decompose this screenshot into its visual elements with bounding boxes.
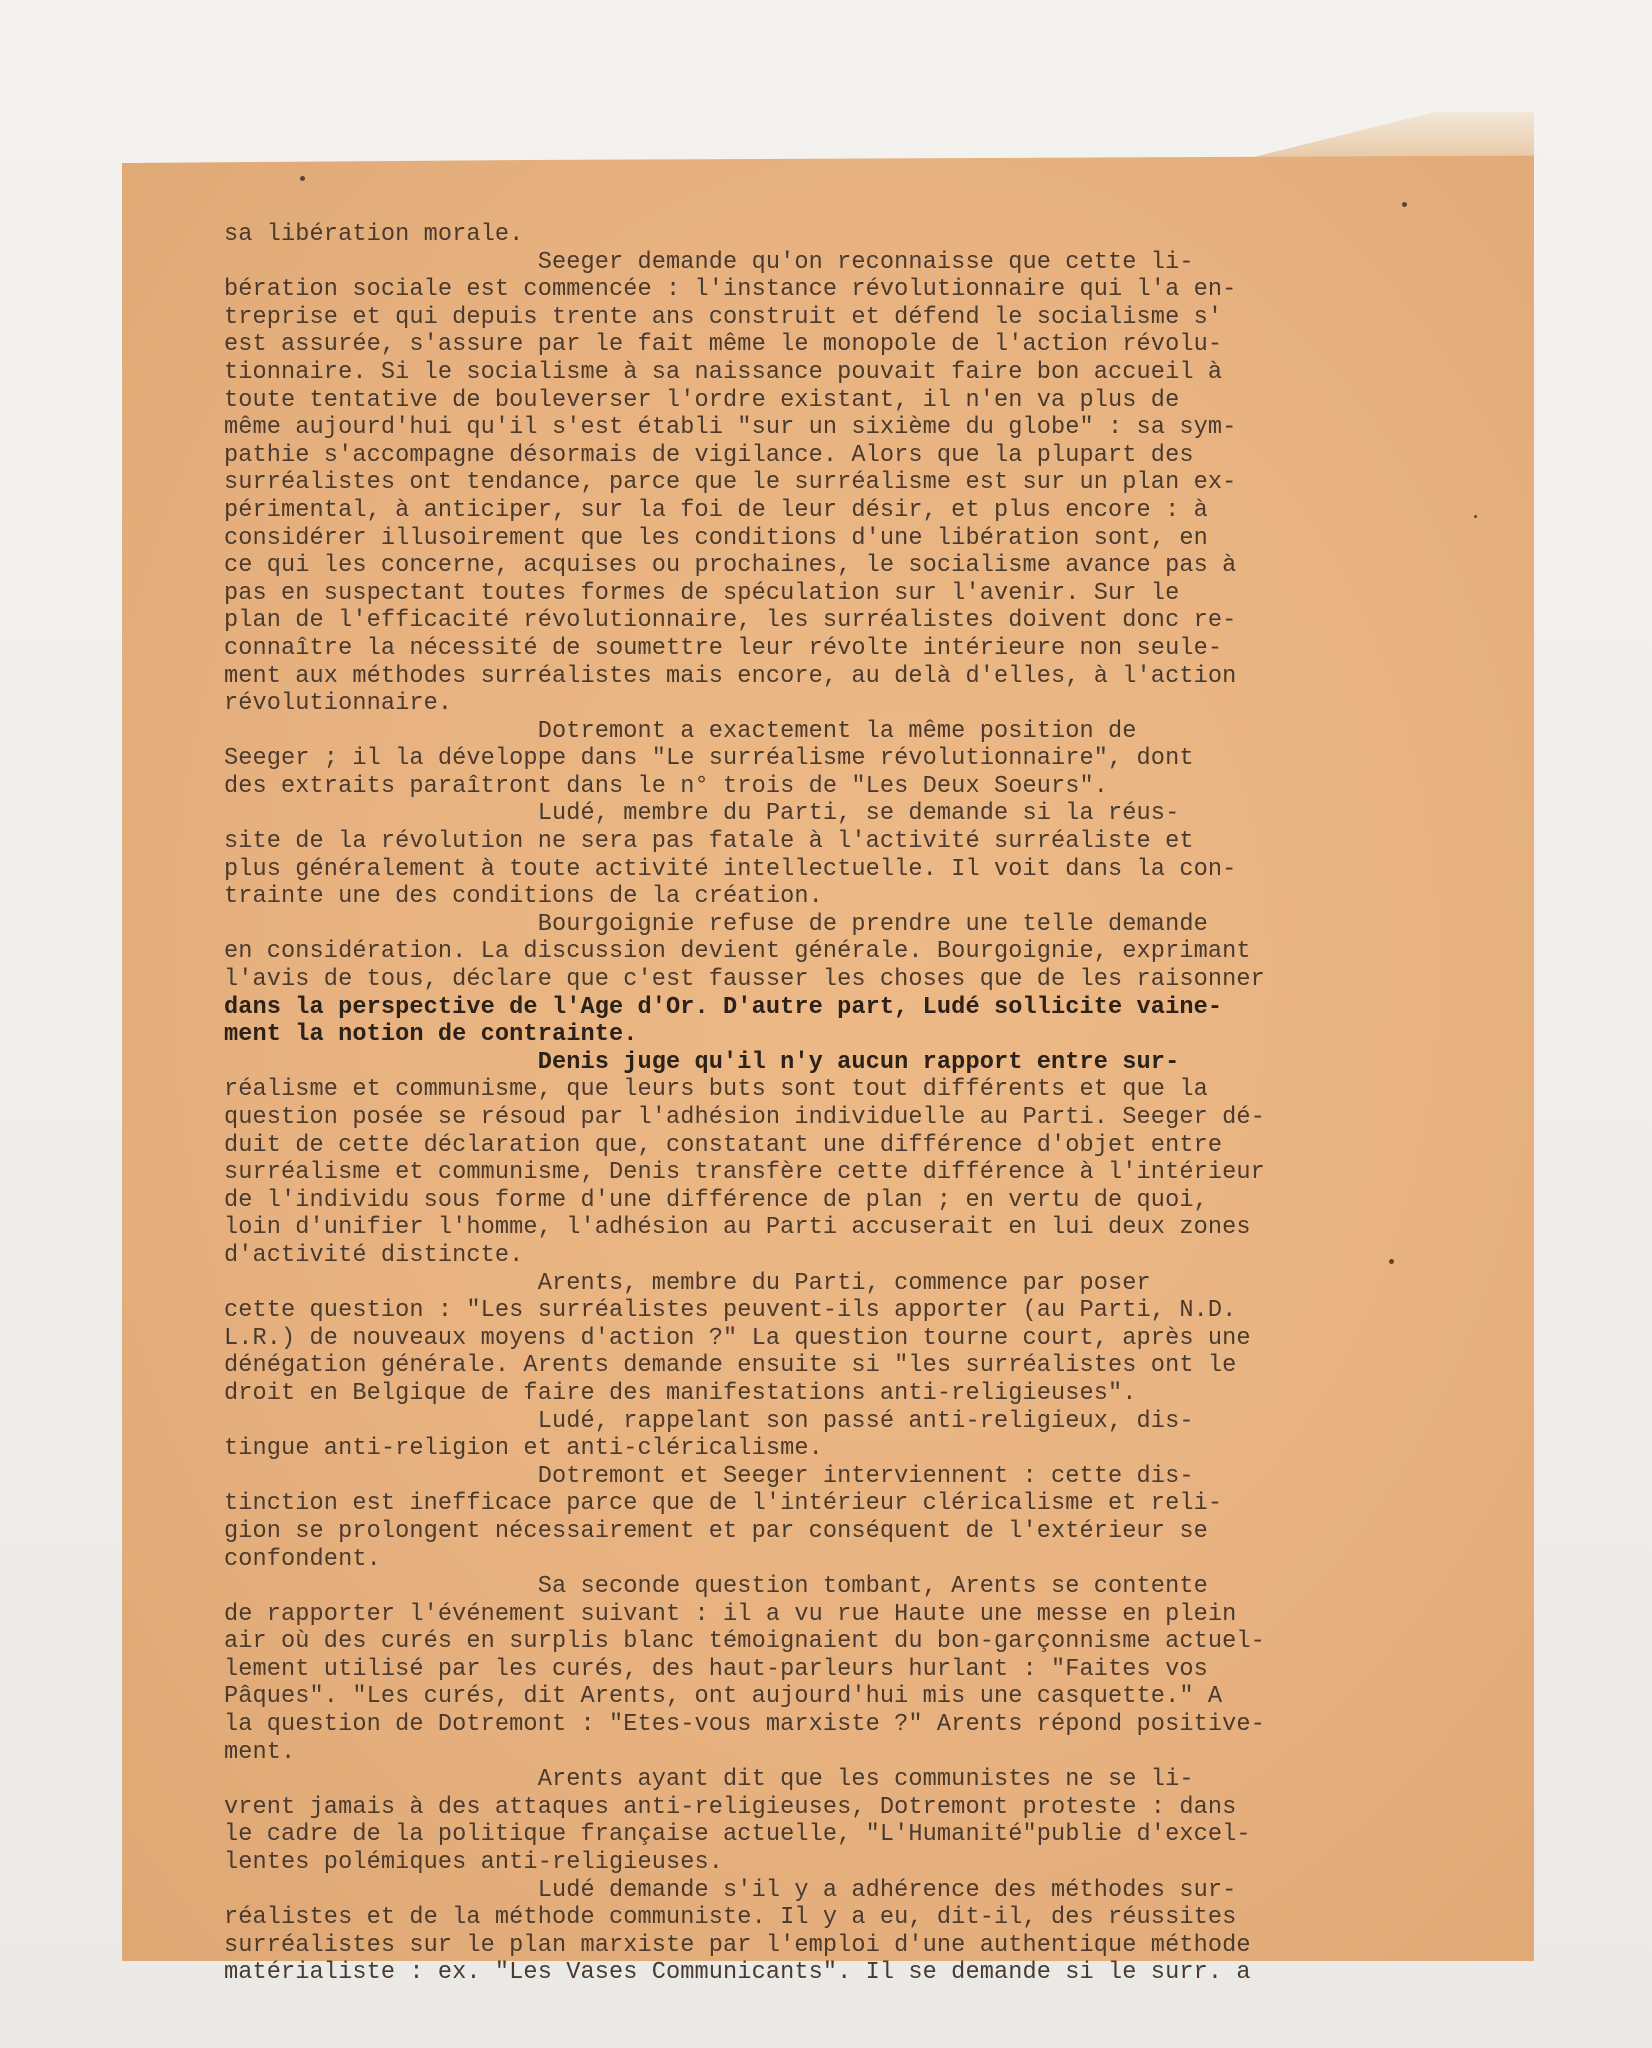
paragraph	[224, 1573, 1434, 1766]
text-line: dénégation générale. Arents demande ensuite si "les surréalistes ont le	[224, 1352, 1237, 1380]
text-line: surréalisme et communisme, Denis transfère cette différence à l'intérieur	[224, 1159, 1265, 1187]
text-line: bération sociale est commencée : l'instance révolutionnaire qui l'a en-	[224, 276, 1237, 304]
paragraph	[224, 1270, 1434, 1408]
paragraph	[224, 1877, 1434, 1987]
text-line: Seeger demande qu'on reconnaisse que cette li-	[224, 248, 1194, 276]
folded-paper-corner	[1250, 112, 1534, 158]
text-line: périmental, à anticiper, sur la foi de leur désir, et plus encore : à	[224, 496, 1208, 524]
text-line: dans la perspective de l'Age d'Or. D'autre part, Ludé sollicite vaine-	[224, 993, 1223, 1021]
document-body	[224, 221, 1434, 1987]
text-line: site de la révolution ne sera pas fatale à l'activité surréaliste et	[224, 828, 1194, 856]
text-line: confondent.	[224, 1545, 381, 1573]
text-line: considérer illusoirement que les conditions d'une libération sont, en	[224, 524, 1208, 552]
paragraph	[224, 1049, 1434, 1270]
text-line: toute tentative de bouleverser l'ordre existant, il n'en va plus de	[224, 386, 1180, 414]
text-line: treprise et qui depuis trente ans construit et défend le socialisme s'	[224, 303, 1223, 331]
paragraph	[224, 1766, 1434, 1876]
text-line: Dotremont et Seeger interviennent : cette dis-	[224, 1462, 1194, 1490]
paragraph	[224, 800, 1434, 910]
text-line: pathie s'accompagne désormais de vigilance. Alors que la plupart des	[224, 441, 1194, 469]
text-line: plan de l'efficacité révolutionnaire, les surréalistes doivent donc re-	[224, 607, 1237, 635]
text-line: L.R.) de nouveaux moyens d'action ?" La question tourne court, après une	[224, 1324, 1251, 1352]
text-line: de l'individu sous forme d'une différence de plan ; en vertu de quoi,	[224, 1186, 1208, 1214]
text-line: ment.	[224, 1738, 296, 1766]
paper-speck	[300, 176, 305, 181]
paragraph	[224, 1463, 1434, 1573]
text-line: connaître la nécessité de soumettre leur révolte intérieure non seule-	[224, 634, 1223, 662]
text-line: d'activité distincte.	[224, 1241, 524, 1269]
text-line: droit en Belgique de faire des manifestations anti-religieuses".	[224, 1379, 1137, 1407]
text-line: cette question : "Les surréalistes peuvent-ils apporter (au Parti, N.D.	[224, 1297, 1237, 1325]
text-line: tingue anti-religion et anti-cléricalisme.	[224, 1435, 823, 1463]
text-line: réalisme et communisme, que leurs buts sont tout différents et que la	[224, 1076, 1208, 1104]
text-line: tinction est inefficace parce que de l'intérieur cléricalisme et reli-	[224, 1490, 1223, 1518]
text-line: ment la notion de contrainte.	[224, 1021, 638, 1049]
text-line: la question de Dotremont : "Etes-vous marxiste ?" Arents répond positive-	[224, 1711, 1265, 1739]
paper-speck	[1474, 515, 1477, 518]
text-line: tionnaire. Si le socialisme à sa naissance pouvait faire bon accueil à	[224, 358, 1223, 386]
text-line: surréalistes ont tendance, parce que le surréalisme est sur un plan ex-	[224, 469, 1237, 497]
text-line: réalistes et de la méthode communiste. Il y a eu, dit-il, des réussites	[224, 1904, 1237, 1932]
text-line: Denis juge qu'il n'y aucun rapport entre sur-	[224, 1048, 1180, 1076]
text-line: même aujourd'hui qu'il s'est établi "sur un sixième du globe" : sa sym-	[224, 414, 1237, 442]
text-line: Pâques". "Les curés, dit Arents, ont aujourd'hui mis une casquette." A	[224, 1683, 1223, 1711]
text-line: est assurée, s'assure par le fait même le monopole de l'action révolu-	[224, 331, 1223, 359]
paragraph	[224, 1408, 1434, 1463]
text-line: ment aux méthodes surréalistes mais encore, au delà d'elles, à l'action	[224, 662, 1237, 690]
text-line: en considération. La discussion devient générale. Bourgoignie, exprimant	[224, 938, 1251, 966]
text-line: de rapporter l'événement suivant : il a vu rue Haute une messe en plein	[224, 1600, 1237, 1628]
text-line: plus généralement à toute activité intellectuelle. Il voit dans la con-	[224, 855, 1237, 883]
text-line: Bourgoignie refuse de prendre une telle demande	[224, 910, 1208, 938]
text-line: Ludé, membre du Parti, se demande si la réus-	[224, 800, 1180, 828]
text-line: loin d'unifier l'homme, l'adhésion au Parti accuserait en lui deux zones	[224, 1214, 1251, 1242]
text-line: Dotremont a exactement la même position de	[224, 717, 1137, 745]
text-line: lentes polémiques anti-religieuses.	[224, 1849, 724, 1877]
text-line: Arents ayant dit que les communistes ne se li-	[224, 1766, 1194, 1794]
paragraph	[224, 221, 1434, 249]
text-line: trainte une des conditions de la création.	[224, 883, 823, 911]
text-line: des extraits paraîtront dans le n° trois de "Les Deux Soeurs".	[224, 772, 1109, 800]
paragraph	[224, 718, 1434, 801]
text-line: question posée se résoud par l'adhésion individuelle au Parti. Seeger dé-	[224, 1104, 1265, 1131]
text-line: l'avis de tous, déclare que c'est fausser les choses que de les raisonner	[224, 966, 1265, 994]
text-line: ce qui les concerne, acquises ou prochaines, le socialisme avance pas à	[224, 552, 1237, 580]
text-line: Ludé, rappelant son passé anti-religieux, dis-	[224, 1407, 1194, 1435]
paragraph	[224, 249, 1434, 718]
text-line: air où des curés en surplis blanc témoignaient du bon-garçonnisme actuel-	[224, 1628, 1265, 1656]
text-line: duit de cette déclaration que, constatant une différence d'objet entre	[224, 1131, 1223, 1159]
text-line: sa libération morale.	[224, 221, 524, 248]
paper-speck	[1402, 202, 1407, 207]
text-line: le cadre de la politique française actuelle, "L'Humanité"publie d'excel-	[224, 1821, 1251, 1849]
text-line: surréalistes sur le plan marxiste par l'emploi d'une authentique méthode	[224, 1931, 1251, 1959]
text-line: Ludé demande s'il y a adhérence des méthodes sur-	[224, 1876, 1237, 1904]
text-line: Sa seconde question tombant, Arents se contente	[224, 1573, 1208, 1601]
text-line: révolutionnaire.	[224, 690, 453, 718]
text-line: gion se prolongent nécessairement et par conséquent de l'extérieur se	[224, 1517, 1208, 1545]
text-line: Seeger ; il la développe dans "Le surréalisme révolutionnaire", dont	[224, 745, 1194, 773]
text-line: vrent jamais à des attaques anti-religieuses, Dotremont proteste : dans	[224, 1793, 1237, 1821]
text-line: Arents, membre du Parti, commence par poser	[224, 1269, 1151, 1297]
text-line: lement utilisé par les curés, des haut-parleurs hurlant : "Faites vos	[224, 1655, 1208, 1683]
paragraph	[224, 911, 1434, 1049]
text-line: pas en suspectant toutes formes de spéculation sur l'avenir. Sur le	[224, 579, 1180, 607]
text-line: matérialiste : ex. "Les Vases Communicants". Il se demande si le surr. a	[224, 1959, 1251, 1987]
